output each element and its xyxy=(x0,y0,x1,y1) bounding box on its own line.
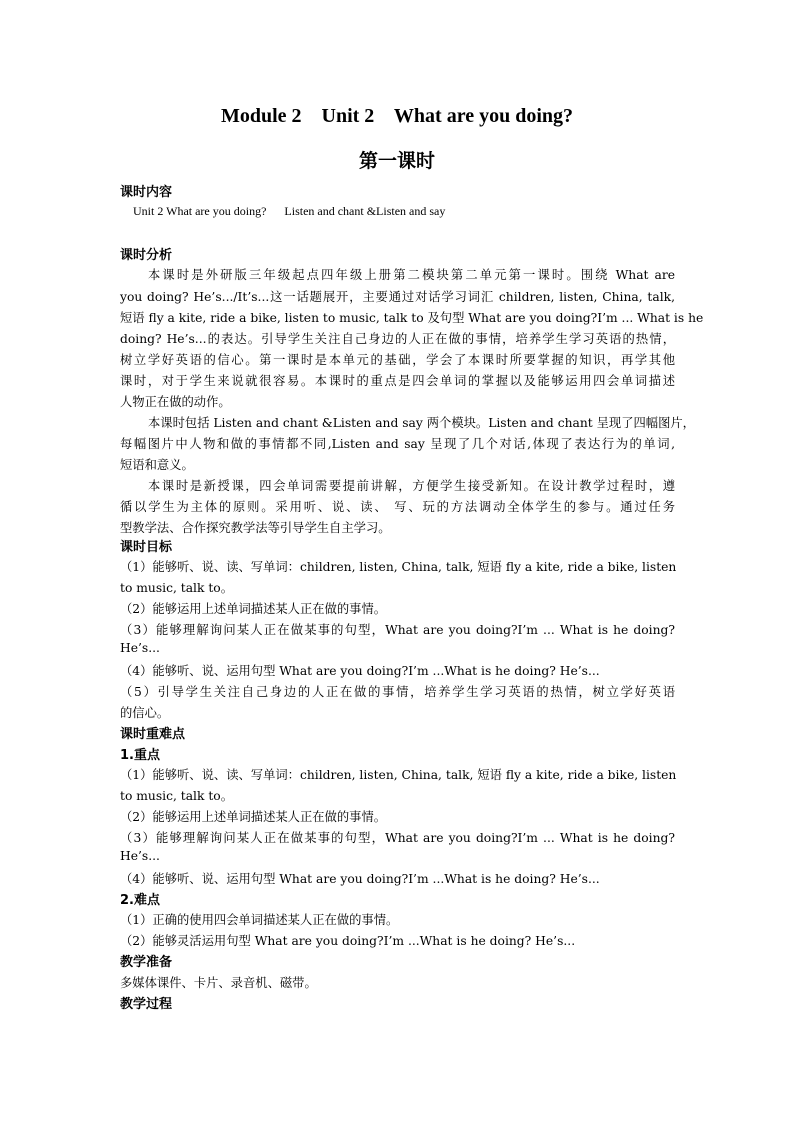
prep-text: 多媒体课件、卡片、录音机、磁带。 xyxy=(120,976,317,990)
analysis-line: 课时，对于学生来说就很容易。本课时的重点是四会单词的掌握以及能够运用四会单词描述 xyxy=(120,374,675,388)
analysis-line: 本课时是外研版三年级起点四年级上册第二模块第二单元第一课时。围绕 What are xyxy=(148,268,675,282)
analysis-line: 短语 fly a kite, ride a bike, listen to music, talk to 及句型 What are you doing?I’m ... What is he xyxy=(120,311,704,325)
key-line: （4）能够听、说、运用句型 What are you doing?I’m ...What is he doing? He’s... xyxy=(120,872,600,886)
goal-line: He’s... xyxy=(120,641,160,655)
difficult-subheading: 2.难点 xyxy=(120,893,160,908)
analysis-line: you doing? He’s.../It’s...这一话题展开，主要通过对话学习词汇 children, listen, China, talk, xyxy=(120,290,675,304)
goal-line: 的信心。 xyxy=(120,706,170,720)
key-line: to music, talk to。 xyxy=(120,789,233,803)
key-line: （2）能够运用上述单词描述某人正在做的事情。 xyxy=(120,810,387,824)
key-line: （1）能够听、说、读、写单词：children, listen, China, talk, 短语 fly a kite, ride a bike, listen xyxy=(120,768,677,782)
analysis-line: 每幅图片中人物和做的事情都不同,Listen and say 呈现了几个对话,体现了表达行为的单词, xyxy=(120,437,675,451)
goal-line: （4）能够听、说、运用句型 What are you doing?I’m ...What is he doing? He’s... xyxy=(120,664,600,678)
content-text: Unit 2 What are you doing? Listen and chant &Listen and say xyxy=(133,204,446,218)
analysis-line: 短语和意义。 xyxy=(120,458,194,472)
key-line: He’s... xyxy=(120,849,160,863)
goal-line: （1）能够听、说、读、写单词：children, listen, China, talk, 短语 fly a kite, ride a bike, listen xyxy=(120,560,677,574)
goal-line: to music, talk to。 xyxy=(120,581,233,595)
analysis-line: 本课时包括 Listen and chant &Listen and say 两个模块。Listen and chant 呈现了四幅图片， xyxy=(148,416,695,430)
key-line: （3）能够理解询问某人正在做某事的句型，What are you doing?I’m ... What is he doing? xyxy=(120,831,675,845)
goal-line: （2）能够运用上述单词描述某人正在做的事情。 xyxy=(120,602,387,616)
process-heading: 教学过程 xyxy=(120,997,173,1012)
goal-line: （3）能够理解询问某人正在做某事的句型，What are you doing?I’m ... What is he doing? xyxy=(120,623,675,637)
analysis-line: 本课时是新授课，四会单词需要提前讲解，方便学生接受新知。在设计教学过程时，遵 xyxy=(148,479,675,493)
analysis-line: 人物正在做的动作。 xyxy=(120,395,231,409)
difficult-line: （2）能够灵活运用句型 What are you doing?I’m ...What is he doing? He’s... xyxy=(120,934,576,948)
prep-heading: 教学准备 xyxy=(120,955,173,970)
analysis-line: doing? He’s...的表达。引导学生关注自己身边的人正在做的事情，培养学生学习英语的热情， xyxy=(120,332,675,346)
goals-heading: 课时目标 xyxy=(120,540,173,555)
analysis-heading: 课时分析 xyxy=(120,248,173,263)
keypoints-heading: 课时重难点 xyxy=(120,727,186,742)
analysis-line: 型教学法、合作探究教学法等引导学生自主学习。 xyxy=(120,521,391,535)
goal-line: （5）引导学生关注自己身边的人正在做的事情，培养学生学习英语的热情，树立学好英语 xyxy=(120,685,675,699)
analysis-line: 树立学好英语的信心。第一课时是本单元的基础，学会了本课时所要掌握的知识，再学其他 xyxy=(120,353,675,367)
key-subheading: 1.重点 xyxy=(120,748,160,763)
analysis-line: 循以学生为主体的原则。采用听、说、读、 写、玩的方法调动全体学生的参与。通过任务 xyxy=(120,500,675,514)
page-subtitle: 第一课时 xyxy=(358,150,435,172)
content-heading: 课时内容 xyxy=(120,185,173,200)
page-title: Module 2 Unit 2 What are you doing? xyxy=(220,105,574,127)
difficult-line: （1）正确的使用四会单词描述某人正在做的事情。 xyxy=(120,913,399,927)
